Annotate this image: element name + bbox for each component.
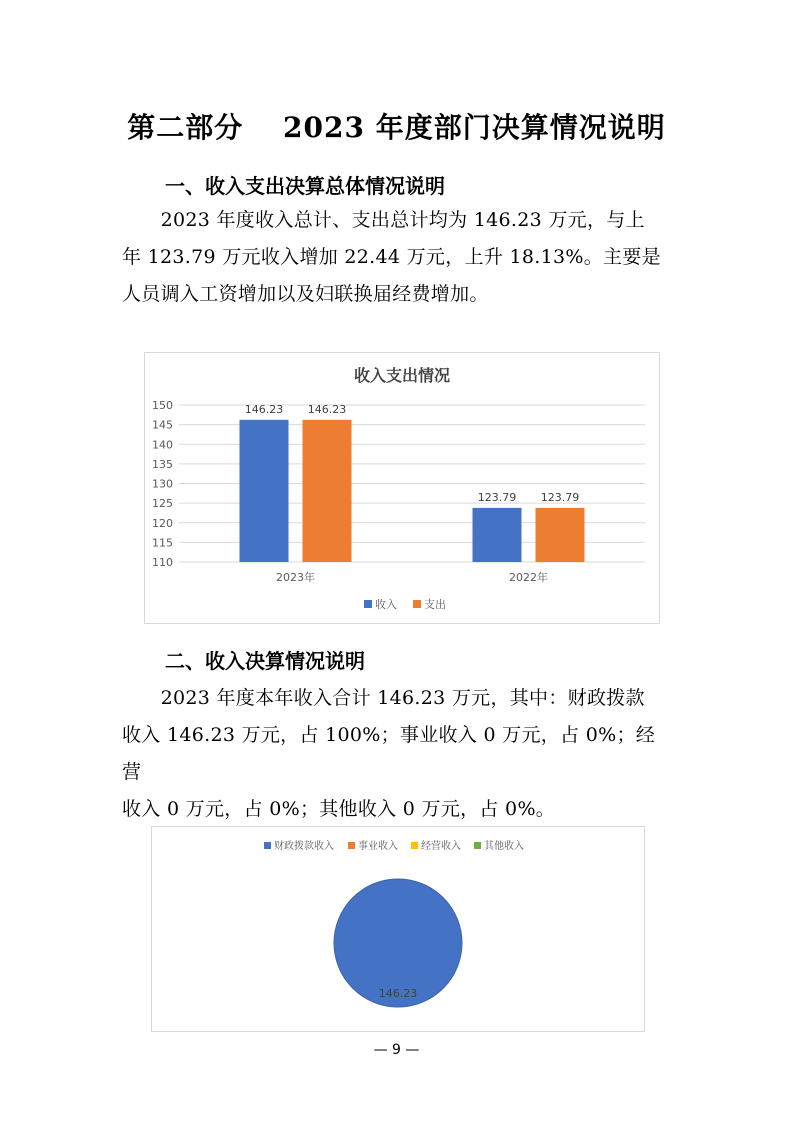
bar-收入: [473, 508, 522, 562]
paragraph-line: 人员调入工资增加以及妇联换届经费增加。: [122, 283, 489, 305]
legend-label: 收入: [375, 598, 397, 611]
bar-收入: [240, 420, 289, 562]
paragraph-line: 收入 0 万元，占 0%；其他收入 0 万元，占 0%。: [122, 798, 556, 820]
data-label: 146.23: [378, 987, 418, 1000]
legend-label: 其他收入: [484, 841, 524, 852]
pie-chart: [152, 827, 644, 1031]
data-label: 123.79: [477, 490, 517, 504]
legend-swatch: [411, 842, 418, 849]
legend-swatch: [474, 842, 481, 849]
y-tick-label: 125: [152, 497, 173, 511]
bar-chart-panel: [144, 352, 660, 624]
data-label: 123.79: [540, 490, 580, 504]
x-tick-label: 2022年: [509, 571, 548, 584]
page-number: — 9 —: [373, 1042, 420, 1058]
bar-chart: [145, 353, 659, 623]
y-tick-label: 120: [152, 516, 173, 530]
paragraph-line: 年 123.79 万元收入增加 22.44 万元，上升 18.13%。主要是: [122, 246, 661, 268]
y-tick-label: 135: [152, 457, 173, 471]
paragraph-line: 收入 146.23 万元，占 100%；事业收入 0 万元，占 0%；经营: [122, 724, 656, 783]
paragraph-line: 2023 年度本年收入合计 146.23 万元，其中：财政拨款: [122, 687, 645, 709]
legend-label: 支出: [424, 598, 446, 611]
chart-title: 收入支出情况: [353, 366, 451, 385]
data-label: 146.23: [307, 402, 347, 416]
legend-swatch: [264, 842, 271, 849]
y-tick-label: 115: [152, 536, 173, 550]
section-1-paragraph: [122, 202, 674, 313]
paragraph-line: 2023 年度收入总计、支出总计均为 146.23 万元，与上: [122, 209, 645, 231]
y-tick-label: 130: [152, 477, 173, 491]
pie-chart-panel: [151, 826, 645, 1032]
y-tick-label: 150: [152, 399, 173, 412]
y-tick-label: 145: [152, 418, 173, 432]
y-tick-label: 140: [152, 438, 173, 452]
section-2-paragraph: [122, 680, 674, 828]
data-label: 146.23: [244, 402, 284, 416]
legend-swatch: [348, 842, 355, 849]
legend-label: 经营收入: [421, 841, 461, 852]
legend-label: 事业收入: [358, 841, 398, 852]
y-tick-label: 110: [152, 556, 173, 569]
bar-支出: [303, 420, 352, 562]
section-1-heading: 一、收入支出决算总体情况说明: [165, 174, 445, 198]
bar-支出: [536, 508, 585, 562]
legend-label: 财政拨款收入: [274, 841, 334, 852]
legend-swatch: [413, 600, 421, 608]
legend-swatch: [364, 600, 372, 608]
page-title: 第二部分 2023 年度部门决算情况说明: [127, 111, 666, 144]
section-2-heading: 二、收入决算情况说明: [165, 649, 365, 673]
x-tick-label: 2023年: [276, 571, 315, 584]
